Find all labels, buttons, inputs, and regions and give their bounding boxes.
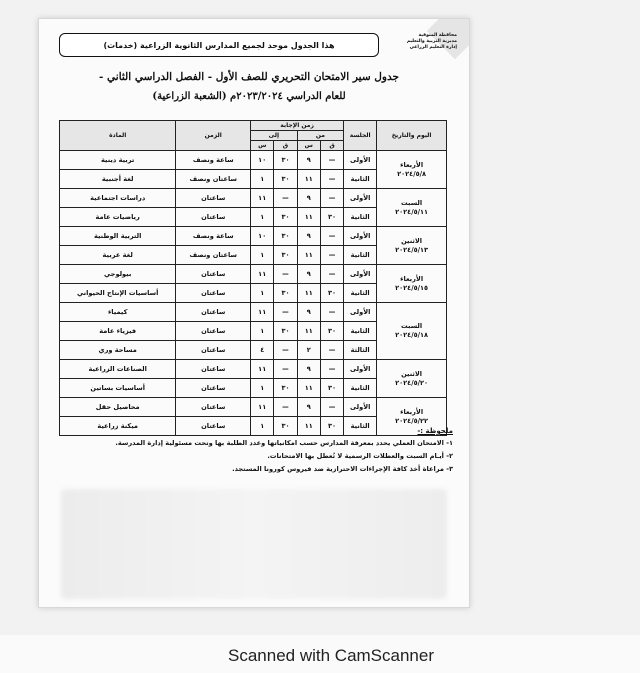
note-item: ١- الامتحان العملي يحدد بمعرفة المدارس حسب امكانياتها وعدد الطلبة بها وتحت مسئولية إدارة المدرسة. bbox=[115, 439, 453, 447]
subject-cell: لغة أجنبية bbox=[60, 170, 176, 189]
to-minute: — bbox=[274, 189, 297, 208]
to-minute: — bbox=[274, 341, 297, 360]
from-minute: ٣٠ bbox=[320, 379, 343, 398]
document-title: جدول سير الامتحان التحريري للصف الأول - الفصل الدراسي الثاني - bbox=[99, 71, 399, 83]
subject-cell: رياضيات عامة bbox=[60, 208, 176, 227]
to-minute: ٣٠ bbox=[274, 151, 297, 170]
session-cell: الأولى bbox=[344, 189, 377, 208]
to-minute: ٣٠ bbox=[274, 284, 297, 303]
to-hour: ١١ bbox=[251, 265, 274, 284]
duration-cell: ساعتان ونصف bbox=[176, 170, 251, 189]
duration-cell: ساعتان bbox=[176, 189, 251, 208]
to-hour: ١٠ bbox=[251, 227, 274, 246]
from-minute: ٣٠ bbox=[320, 417, 343, 436]
session-cell: الأولى bbox=[344, 265, 377, 284]
header-minutes: ق bbox=[320, 141, 343, 151]
table-row bbox=[60, 227, 447, 246]
day-date-cell bbox=[377, 265, 447, 303]
session-cell: الأولى bbox=[344, 360, 377, 379]
from-hour: ١١ bbox=[297, 284, 320, 303]
session-cell: الأولى bbox=[344, 227, 377, 246]
subject-cell: ميكنة زراعية bbox=[60, 417, 176, 436]
header-answer-time: زمن الإجابة bbox=[251, 121, 344, 131]
from-hour: ١١ bbox=[297, 246, 320, 265]
duration-cell: ساعتان bbox=[176, 208, 251, 227]
header-day-date: اليوم والتاريخ bbox=[377, 121, 447, 151]
table-row bbox=[60, 151, 447, 170]
exam-date: ٢٠٢٤/٥/٢٢ bbox=[395, 416, 429, 425]
session-cell: الأولى bbox=[344, 303, 377, 322]
subject-cell: فيزياء عامة bbox=[60, 322, 176, 341]
subject-cell: الصناعات الزراعية bbox=[60, 360, 176, 379]
camscanner-watermark: Scanned with CamScanner bbox=[228, 646, 435, 665]
from-hour: ٢ bbox=[297, 341, 320, 360]
subject-cell: تربية دينية bbox=[60, 151, 176, 170]
day-date-cell bbox=[377, 189, 447, 227]
from-hour: ٩ bbox=[297, 360, 320, 379]
day-name: الاثنين bbox=[401, 369, 423, 378]
duration-cell: ساعتان bbox=[176, 341, 251, 360]
header-hours: س bbox=[251, 141, 274, 151]
to-hour: ١١ bbox=[251, 398, 274, 417]
notes-title: ملحوظة :- bbox=[417, 427, 453, 435]
from-hour: ٩ bbox=[297, 189, 320, 208]
day-name: الاثنين bbox=[401, 236, 423, 245]
exam-date: ٢٠٢٤/٥/١١ bbox=[395, 207, 429, 216]
schedule-banner: هذا الجدول موحد لجميع المدارس الثانوية الزراعية (خدمات) bbox=[59, 33, 379, 57]
document-subtitle: للعام الدراسي ٢٠٢٣/٢٠٢٤م (الشعبة الزراعية) bbox=[152, 91, 346, 102]
duration-cell: ساعة ونصف bbox=[176, 227, 251, 246]
from-minute: — bbox=[320, 170, 343, 189]
day-name: السبت bbox=[401, 322, 423, 330]
from-minute: — bbox=[320, 265, 343, 284]
from-hour: ١١ bbox=[297, 170, 320, 189]
to-minute: — bbox=[274, 265, 297, 284]
from-hour: ٩ bbox=[297, 265, 320, 284]
header-session: الجلسة bbox=[344, 121, 377, 151]
day-date-cell bbox=[377, 151, 447, 189]
from-hour: ٩ bbox=[297, 151, 320, 170]
header-from: من bbox=[297, 131, 344, 141]
from-minute: — bbox=[320, 227, 343, 246]
exam-schedule-table bbox=[59, 120, 447, 436]
exam-date: ٢٠٢٤/٥/١٣ bbox=[395, 245, 429, 254]
duration-cell: ساعتان bbox=[176, 417, 251, 436]
table-row bbox=[60, 189, 447, 208]
day-date-cell bbox=[377, 303, 447, 360]
header-to: إلى bbox=[251, 131, 298, 141]
session-cell: الأولى bbox=[344, 151, 377, 170]
duration-cell: ساعتان bbox=[176, 303, 251, 322]
day-name: السبت bbox=[401, 198, 423, 207]
duration-cell: ساعتان ونصف bbox=[176, 246, 251, 265]
note-item: ٢- أيـام السبت والعطلات الرسمية لا تُعطل بها الامتحانات. bbox=[267, 452, 453, 460]
from-hour: ١١ bbox=[297, 379, 320, 398]
subject-cell: لغة عربية bbox=[60, 246, 176, 265]
duration-cell: ساعتان bbox=[176, 379, 251, 398]
from-minute: — bbox=[320, 246, 343, 265]
subject-cell: التربية الوطنية bbox=[60, 227, 176, 246]
from-minute: — bbox=[320, 341, 343, 360]
session-cell: الثانية bbox=[344, 170, 377, 189]
to-minute: — bbox=[274, 303, 297, 322]
from-minute: — bbox=[320, 151, 343, 170]
ministry-header bbox=[395, 33, 457, 51]
session-cell: الأولى bbox=[344, 398, 377, 417]
session-cell: الثانية bbox=[344, 417, 377, 436]
from-minute: ٣٠ bbox=[320, 322, 343, 341]
subject-cell: أساسيات الإنتاج الحيواني bbox=[60, 284, 176, 303]
day-date-cell bbox=[377, 360, 447, 398]
duration-cell: ساعتان bbox=[176, 265, 251, 284]
to-hour: ٤ bbox=[251, 341, 274, 360]
document-page bbox=[38, 18, 470, 608]
from-minute: — bbox=[320, 398, 343, 417]
exam-date: ٢٠٢٤/٥/١٨ bbox=[395, 331, 429, 339]
from-minute: — bbox=[320, 360, 343, 379]
subject-cell: بيولوجي bbox=[60, 265, 176, 284]
to-minute: ٣٠ bbox=[274, 246, 297, 265]
to-hour: ١ bbox=[251, 322, 274, 341]
from-hour: ١١ bbox=[297, 417, 320, 436]
header-hours: س bbox=[297, 141, 320, 151]
day-date-cell bbox=[377, 227, 447, 265]
header-minutes: ق bbox=[274, 141, 297, 151]
subject-cell: كيمياء bbox=[60, 303, 176, 322]
day-name: الأربعاء bbox=[400, 274, 424, 283]
day-name: الأربعاء bbox=[400, 160, 424, 169]
to-hour: ١ bbox=[251, 379, 274, 398]
table-row bbox=[60, 303, 447, 322]
table-row bbox=[60, 398, 447, 417]
header-line: مديرية التربية والتعليم bbox=[406, 39, 457, 44]
to-minute: ٣٠ bbox=[274, 417, 297, 436]
from-minute: ٣٠ bbox=[320, 284, 343, 303]
session-cell: الثانية bbox=[344, 208, 377, 227]
header-line: محافظة المنوفية bbox=[418, 33, 457, 38]
from-hour: ١١ bbox=[297, 208, 320, 227]
to-hour: ١ bbox=[251, 246, 274, 265]
to-hour: ١٠ bbox=[251, 151, 274, 170]
to-minute: — bbox=[274, 360, 297, 379]
exam-date: ٢٠٢٤/٥/٨ bbox=[397, 169, 427, 178]
subject-cell: محاصيل حقل bbox=[60, 398, 176, 417]
from-hour: ٩ bbox=[297, 227, 320, 246]
header-subject: المادة bbox=[60, 121, 176, 151]
from-minute: — bbox=[320, 303, 343, 322]
from-minute: ٣٠ bbox=[320, 208, 343, 227]
to-hour: ١١ bbox=[251, 360, 274, 379]
header-duration: الزمن bbox=[176, 121, 251, 151]
session-cell: الثانية bbox=[344, 284, 377, 303]
duration-cell: ساعتان bbox=[176, 284, 251, 303]
to-minute: ٣٠ bbox=[274, 322, 297, 341]
to-minute: ٣٠ bbox=[274, 170, 297, 189]
duration-cell: ساعتان bbox=[176, 360, 251, 379]
to-minute: — bbox=[274, 398, 297, 417]
to-hour: ١ bbox=[251, 170, 274, 189]
exam-date: ٢٠٢٤/٥/٢٠ bbox=[395, 378, 429, 387]
session-cell: الثانية bbox=[344, 322, 377, 341]
note-item: ٣- مراعاة أخذ كافة الإجراءات الاحترازية ضد فيروس كورونا المستجد. bbox=[232, 465, 453, 473]
header-line: إدارة التعليم الزراعي bbox=[409, 45, 457, 50]
blurred-region bbox=[61, 489, 447, 599]
duration-cell: ساعة ونصف bbox=[176, 151, 251, 170]
session-cell: الثالثة bbox=[344, 341, 377, 360]
duration-cell: ساعتان bbox=[176, 398, 251, 417]
to-hour: ١ bbox=[251, 284, 274, 303]
session-cell: الثانية bbox=[344, 379, 377, 398]
to-hour: ١١ bbox=[251, 303, 274, 322]
from-minute: — bbox=[320, 189, 343, 208]
to-hour: ١١ bbox=[251, 189, 274, 208]
from-hour: ٩ bbox=[297, 303, 320, 322]
subject-cell: مساحة وري bbox=[60, 341, 176, 360]
to-hour: ١ bbox=[251, 208, 274, 227]
table-row bbox=[60, 265, 447, 284]
to-minute: ٣٠ bbox=[274, 208, 297, 227]
duration-cell: ساعتان bbox=[176, 322, 251, 341]
table-row bbox=[60, 360, 447, 379]
to-minute: ٣٠ bbox=[274, 379, 297, 398]
session-cell: الثانية bbox=[344, 246, 377, 265]
from-hour: ١١ bbox=[297, 322, 320, 341]
day-name: الأربعاء bbox=[400, 407, 424, 416]
to-hour: ١ bbox=[251, 417, 274, 436]
subject-cell: أساسيات بساتين bbox=[60, 379, 176, 398]
to-minute: ٣٠ bbox=[274, 227, 297, 246]
subject-cell: دراسات اجتماعية bbox=[60, 189, 176, 208]
from-hour: ٩ bbox=[297, 398, 320, 417]
exam-date: ٢٠٢٤/٥/١٥ bbox=[395, 283, 429, 292]
